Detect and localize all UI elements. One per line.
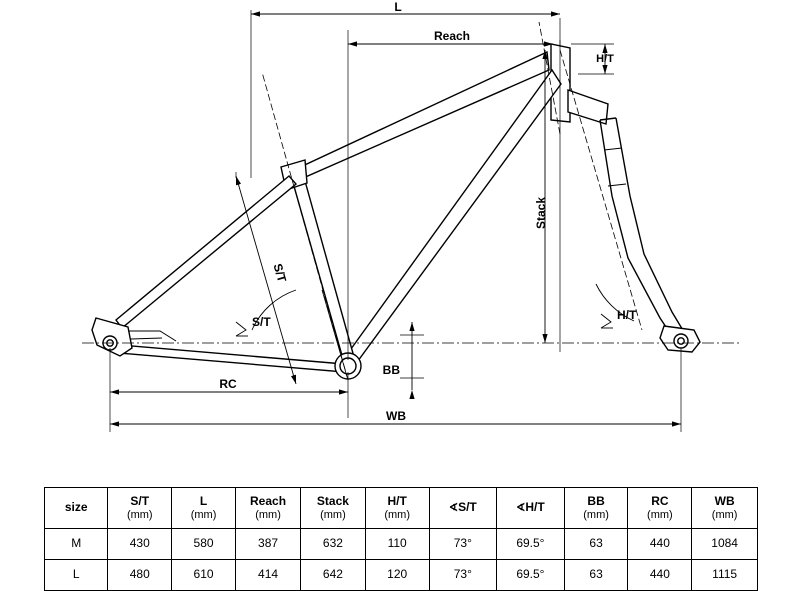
cell-st-angle: 73° <box>429 560 497 591</box>
cell-st-angle: 73° <box>429 529 497 560</box>
th-l-label: L <box>199 493 208 508</box>
th-stack-unit: (mm) <box>320 508 346 521</box>
cell-size: L <box>45 560 108 591</box>
table-row <box>45 560 758 591</box>
th-st <box>108 488 172 529</box>
th-size <box>45 488 108 529</box>
cell-bb: 63 <box>564 529 628 560</box>
th-ht <box>365 488 429 529</box>
th-rc-label: RC <box>651 493 669 508</box>
label-ht: H/T <box>596 53 614 65</box>
cell-st: 480 <box>108 560 172 591</box>
th-bb <box>564 488 628 529</box>
label-angle-st: S/T <box>252 315 271 329</box>
th-wb <box>692 488 758 529</box>
th-ht-angle <box>497 488 565 529</box>
cell-st: 430 <box>108 529 172 560</box>
cell-ht-angle: 69.5° <box>497 560 565 591</box>
cell-rc: 440 <box>628 529 692 560</box>
th-st-unit: (mm) <box>126 508 153 521</box>
geometry-table-wrapper <box>44 487 758 591</box>
cell-ht-angle: 69.5° <box>497 529 565 560</box>
label-l: L <box>394 0 402 14</box>
cell-reach: 414 <box>235 560 300 591</box>
th-ht-unit: (mm) <box>384 508 410 521</box>
angle-icon: ∢ <box>516 502 526 515</box>
frame-drawing <box>92 44 700 379</box>
cell-bb: 63 <box>564 560 628 591</box>
label-rc: RC <box>219 377 237 391</box>
th-bb-label: BB <box>587 493 605 508</box>
table-header <box>45 488 758 529</box>
th-st-label: S/T <box>130 493 150 508</box>
th-wb-unit: (mm) <box>711 508 738 521</box>
table-body <box>45 529 758 591</box>
th-reach-unit: (mm) <box>255 508 281 521</box>
th-size-label: size <box>64 500 88 515</box>
cell-ht: 120 <box>365 560 429 591</box>
label-bb: BB <box>382 363 400 377</box>
cell-stack: 642 <box>301 560 366 591</box>
geometry-table <box>44 487 758 591</box>
th-reach-label: Reach <box>250 493 287 508</box>
th-ht-angle-label: H/T <box>525 500 545 515</box>
label-reach: Reach <box>433 29 471 43</box>
th-bb-unit: (mm) <box>583 508 609 521</box>
cell-l: 580 <box>172 529 236 560</box>
cell-wb: 1084 <box>692 529 758 560</box>
cell-size: M <box>45 529 108 560</box>
cell-stack: 632 <box>301 529 366 560</box>
th-l <box>172 488 236 529</box>
th-st-angle <box>429 488 497 529</box>
cell-ht: 110 <box>365 529 429 560</box>
angle-icon: ∢ <box>448 502 459 515</box>
label-wb: WB <box>386 409 406 423</box>
label-st: S/T <box>270 261 290 284</box>
cell-rc: 440 <box>628 560 692 591</box>
cell-reach: 387 <box>235 529 300 560</box>
cell-wb: 1115 <box>692 560 758 591</box>
th-stack-label: Stack <box>316 493 349 508</box>
th-ht-label: H/T <box>387 493 407 508</box>
label-angle-ht: H/T <box>617 308 637 322</box>
th-reach <box>235 488 300 529</box>
th-rc-unit: (mm) <box>647 508 673 521</box>
th-rc <box>628 488 692 529</box>
label-stack: Stack <box>534 196 548 230</box>
angle-st-symbol <box>236 322 248 336</box>
cell-l: 610 <box>172 560 236 591</box>
table-header-row <box>45 488 758 529</box>
th-wb-label: WB <box>714 493 735 508</box>
th-stack <box>301 488 366 529</box>
table-row <box>45 529 758 560</box>
construction-lines <box>82 10 740 432</box>
th-l-unit: (mm) <box>190 508 217 521</box>
angle-ht-symbol <box>601 314 613 328</box>
th-st-angle-label: S/T <box>458 500 477 515</box>
